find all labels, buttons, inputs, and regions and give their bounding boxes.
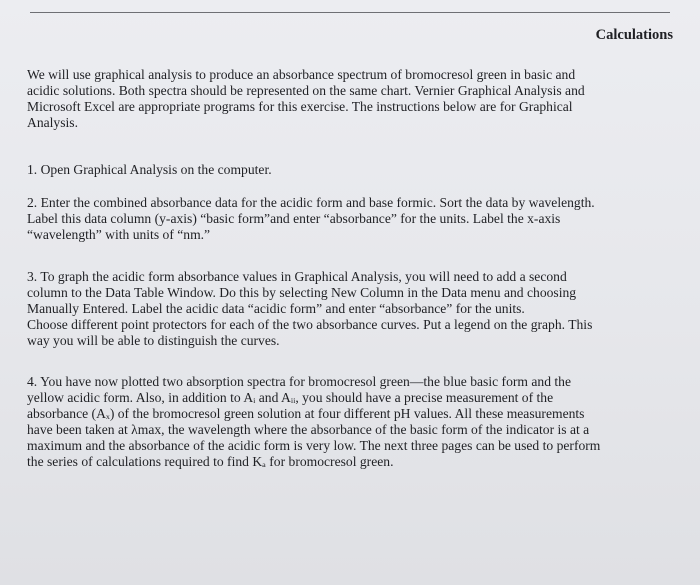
intro-paragraph: We will use graphical analysis to produce an absorbance spectrum of bromocresol green in basic and acidic solutions. Both spectra should be represented on the same chart. Vernier Graphical Analysis and Microsoft Excel are appropriate programs for this exercise. The instructions below are for Graphical Analysis. — [27, 67, 585, 130]
top-rule — [30, 12, 670, 13]
step-1-paragraph: 1. Open Graphical Analysis on the computer. — [27, 162, 272, 177]
step-3-paragraph: 3. To graph the acidic form absorbance values in Graphical Analysis, you will need to add a second column to the Data Table Window. Do this by selecting New Column in the Data menu and choosing Manually Entered. Label the acidic data “acidic form” and enter “absorbance” for the units. Choose different point protectors for each of the two absorbance curves. Put a legend on the graph. This way you will be able to distinguish the curves. — [27, 269, 593, 348]
section-title: Calculations — [595, 27, 673, 43]
step-2-paragraph: 2. Enter the combined absorbance data for the acidic form and base formic. Sort the data by wavelength. Label this data column (y-axis) “basic form”and enter “absorbance” for the units. Label the x-axis “wavelength” with units of “nm.” — [27, 195, 595, 242]
step-4-paragraph: 4. You have now plotted two absorption spectra for bromocresol green—the blue basic form and the yellow acidic form. Also, in addition to Aᵢ and Aᵢᵢ, you should have a precise measurement of the absorbance (Aₓ) of the bromocresol green solution at four different pH values. All these measurements have been taken at λmax, the wavelength where the absorbance of the basic form of the indicator is at a maximum and the absorbance of the acidic form is very low. The next three pages can be used to perform the series of calculations required to find Kₐ for bromocresol green. — [27, 374, 601, 469]
